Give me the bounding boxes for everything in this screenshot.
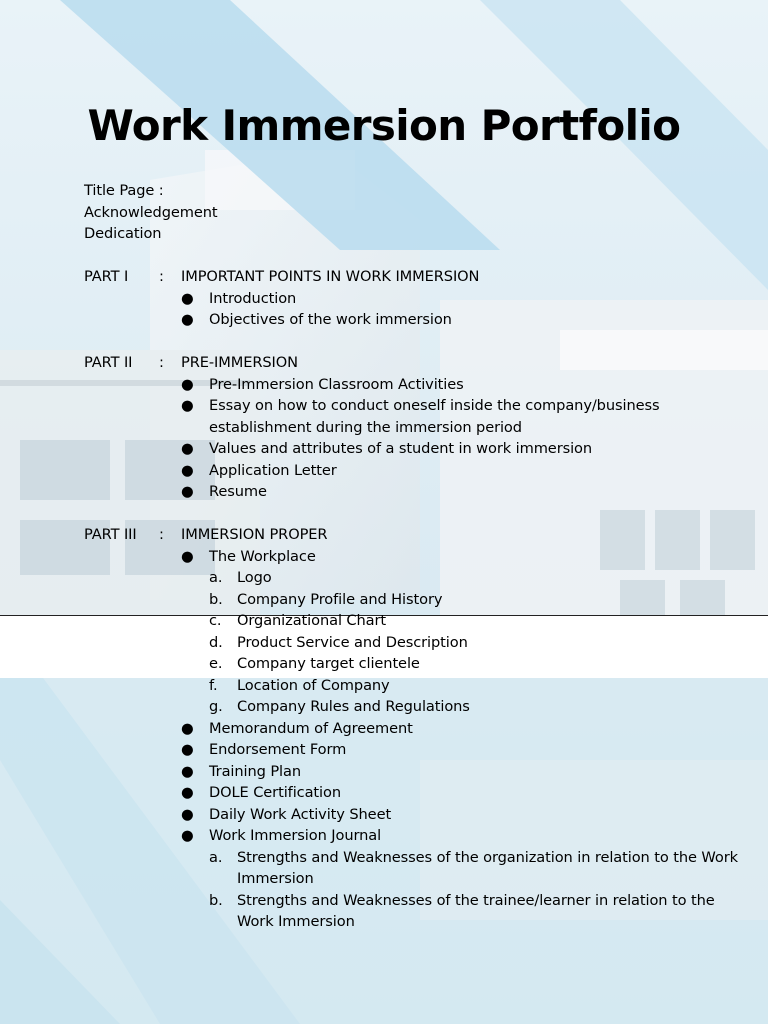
- bullet-icon: ●: [181, 547, 194, 565]
- bullet-icon: ●: [181, 397, 194, 414]
- bullet-icon: ●: [181, 805, 194, 823]
- bullet-icon: ●: [181, 719, 194, 737]
- part-title: PRE-IMMERSION: [181, 354, 298, 371]
- sub-list-item: b. Company Profile and History: [209, 590, 443, 608]
- part-2-heading: [84, 352, 754, 374]
- list-item: ● DOLE Certification: [84, 782, 754, 804]
- list-item: ● Application Letter: [84, 460, 754, 482]
- table-of-contents: [84, 180, 754, 933]
- part-3-list: [84, 546, 754, 933]
- part-1-list: [84, 288, 754, 331]
- sub-list-item: f. Location of Company: [209, 676, 390, 694]
- list-item: ● Pre-Immersion Classroom Activities: [84, 374, 754, 396]
- list-item: ● Daily Work Activity Sheet: [84, 804, 754, 826]
- bullet-icon: ●: [181, 741, 194, 758]
- sub-list-item: a. Strengths and Weaknesses of the organization in relation to the Work Immersion: [209, 848, 738, 887]
- sub-list-item: c. Organizational Chart: [209, 612, 387, 629]
- workplace-sublist: [209, 567, 754, 718]
- list-item: ● Introduction: [84, 288, 754, 310]
- part-colon: :: [159, 354, 164, 371]
- bullet-icon: ●: [181, 375, 194, 393]
- bullet-icon: ●: [181, 461, 194, 479]
- list-item: ● Objectives of the work immersion: [84, 309, 754, 331]
- part-2-list: [84, 374, 754, 503]
- sub-list-item: d. Product Service and Description: [209, 633, 468, 651]
- part-label: PART III: [84, 526, 137, 543]
- bullet-icon: ●: [181, 827, 194, 844]
- journal-sublist: [209, 847, 754, 933]
- list-item: ● Resume: [84, 481, 754, 503]
- bullet-icon: ●: [181, 784, 194, 801]
- bullet-icon: ●: [181, 311, 194, 328]
- part-label: PART I: [84, 268, 129, 285]
- bullet-icon: ●: [181, 762, 194, 780]
- list-item: ● Values and attributes of a student in work immersion: [84, 438, 754, 460]
- sub-list-item: a. Logo: [209, 569, 272, 586]
- front-matter-title-page: Title Page :: [84, 182, 164, 199]
- list-item: ● Work Immersion Journal a. Strengths and Weaknesses of the organization in relation to the Work Immersion b. Strengths and Weaknesses of the trainee/learner in relation to the Work Immersion: [84, 825, 754, 933]
- list-item: ● Memorandum of Agreement: [84, 718, 754, 740]
- bullet-icon: ●: [181, 440, 194, 457]
- part-colon: :: [159, 268, 164, 285]
- bullet-icon: ●: [181, 483, 194, 500]
- page-title: Work Immersion Portfolio: [87, 101, 681, 150]
- part-title: IMPORTANT POINTS IN WORK IMMERSION: [181, 268, 480, 285]
- part-3-heading: [84, 524, 754, 546]
- bullet-icon: ●: [181, 289, 194, 307]
- part-1-heading: [84, 266, 754, 288]
- part-title: IMMERSION PROPER: [181, 526, 328, 543]
- front-matter-dedication: Dedication: [84, 225, 162, 242]
- list-item: ● Training Plan: [84, 761, 754, 783]
- list-item: ● Essay on how to conduct oneself inside the company/business establishment during the immersion period: [181, 397, 660, 436]
- part-colon: :: [159, 526, 164, 543]
- list-item: ● Endorsement Form: [84, 739, 754, 761]
- sub-list-item: b. Strengths and Weaknesses of the trainee/learner in relation to the Work Immersion: [209, 891, 715, 930]
- list-item: ● The Workplace a. Logo b. Company Profile and History c. Organizational Chart d. Product Service and Description e. Company target clientele f. Location of Company g. Company Rules and Regulations: [84, 546, 754, 718]
- front-matter-acknowledgement: Acknowledgement: [84, 203, 218, 221]
- part-label: PART II: [84, 354, 133, 371]
- sub-list-item: g. Company Rules and Regulations: [209, 698, 470, 715]
- sub-list-item: e. Company target clientele: [209, 655, 420, 672]
